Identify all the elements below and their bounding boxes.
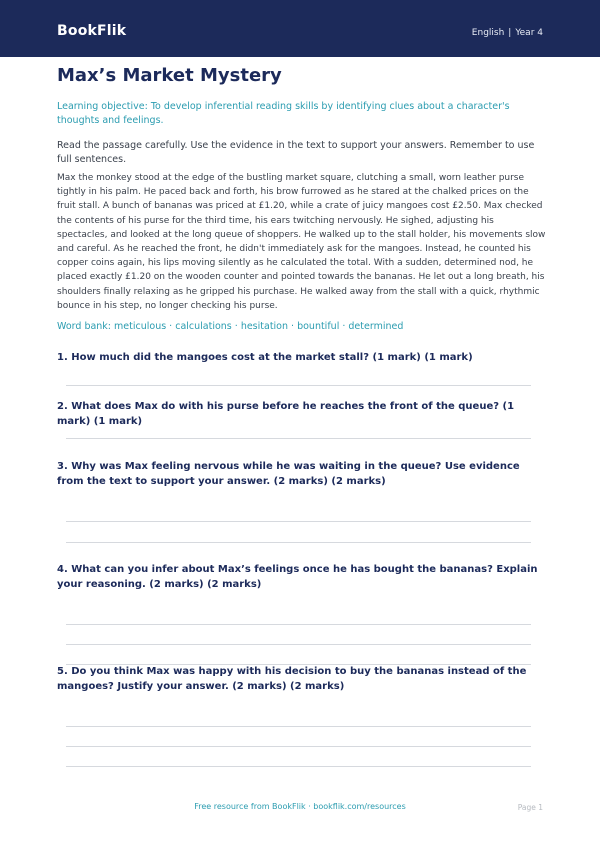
learning-objective: Learning objective: To develop inferential reading skills by identifying clues about a character's thoughts and feelings. — [57, 101, 510, 126]
question-4: 4. What can you infer about Max’s feelings once he has bought the bananas? Explain your reasoning. (2 marks) (2 marks) — [57, 564, 538, 590]
separator: | — [508, 28, 512, 38]
answer-line[interactable] — [66, 644, 531, 645]
answer-line[interactable] — [66, 521, 531, 522]
word-bank: Word bank: meticulous · calculations · hesitation · bountiful · determined — [57, 321, 404, 332]
answer-line[interactable] — [66, 766, 531, 767]
answer-line[interactable] — [66, 726, 531, 727]
subject-label — [472, 28, 543, 38]
question-3: 3. Why was Max feeling nervous while he was waiting in the queue? Use evidence from the text to support your answer. (2 marks) (2 marks) — [57, 461, 520, 487]
question-1: 1. How much did the mangoes cost at the market stall? (1 mark) (1 mark) — [57, 352, 473, 363]
instructions: Read the passage carefully. Use the evidence in the text to support your answers. Remember to use full sentences. — [57, 140, 535, 165]
answer-line[interactable] — [66, 624, 531, 625]
footer-resource-link[interactable]: Free resource from BookFlik · bookflik.com/resources — [194, 802, 406, 811]
answer-line[interactable] — [66, 746, 531, 747]
answer-line[interactable] — [66, 385, 531, 386]
question-5: 5. Do you think Max was happy with his decision to buy the bananas instead of the mangoes? Justify your answer. (2 marks) (2 marks) — [57, 666, 527, 692]
brand-logo[interactable]: BookFlik — [57, 23, 127, 39]
reading-passage: Max the monkey stood at the edge of the bustling market square, clutching a small, worn leather purse tightly in his palm. He paced back and forth, his brow furrowed as he stared at the chalked prices on the fruit stall. A bunch of bananas was priced at £1.20, while a crate of juicy mangoes cost £2.50. Max checked the contents of his purse for the third time, his ears twitching nervously. He sighed, adjusting his spectacles, and looked at the long queue of shoppers. He walked up to the stall holder, his movements slow and careful. As he reached the front, he didn't immediately ask for the mangoes. Instead, he counted his copper coins again, his lips moving silently as he calculated the total. With a sudden, determined nod, he placed exactly £1.20 on the wooden counter and pointed towards the bananas. He let out a long breath, his shoulders finally relaxing as he gripped his purchase. He walked away from the stall with a quick, rhythmic bounce in his step, no longer checking his purse. — [57, 173, 546, 311]
page-header — [0, 0, 600, 57]
page-number: Page 1 — [517, 803, 543, 812]
subject-name: English — [471, 28, 505, 38]
year-label: Year 4 — [515, 28, 543, 38]
question-2: 2. What does Max do with his purse before he reaches the front of the queue? (1 mark) (1 mark) — [57, 401, 515, 427]
answer-line[interactable] — [66, 542, 531, 543]
page-title: Max’s Market Mystery — [57, 65, 282, 86]
answer-line[interactable] — [66, 438, 531, 439]
